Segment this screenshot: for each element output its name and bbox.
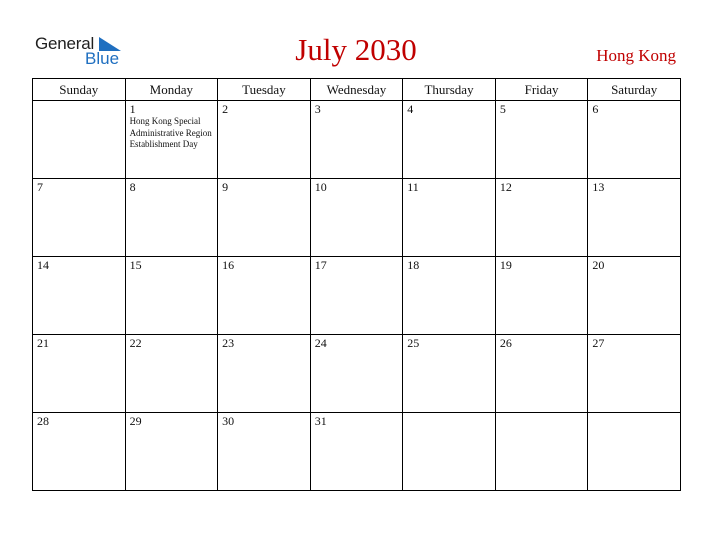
day-number: 9 (222, 180, 229, 194)
day-cell (403, 257, 496, 335)
weekday-header: Friday (495, 79, 588, 101)
day-number: 30 (222, 414, 235, 428)
day-number: 8 (129, 180, 136, 194)
day-cell (33, 413, 126, 491)
day-cell (33, 179, 126, 257)
day-cell (33, 335, 126, 413)
holiday-label: Hong Kong Special Administrative Region Establishment Day (129, 116, 212, 149)
day-number (403, 413, 495, 414)
weekday-header: Saturday (588, 79, 681, 101)
day-cell (495, 101, 588, 179)
logo-text-blue: Blue (85, 49, 120, 68)
day-cell (495, 335, 588, 413)
day-cell (403, 101, 496, 179)
week-row (33, 101, 681, 179)
day-cell (218, 257, 311, 335)
day-number: 25 (407, 336, 420, 350)
day-cell (125, 413, 218, 491)
day-number: 14 (37, 258, 49, 272)
day-cell (310, 101, 403, 179)
day-number: 15 (129, 258, 142, 272)
day-cell (403, 179, 496, 257)
day-number: 6 (592, 102, 599, 116)
day-cell (403, 335, 496, 413)
day-number: 27 (592, 336, 605, 350)
day-number: 29 (129, 414, 142, 428)
day-cell (310, 257, 403, 335)
generalblue-logo[interactable] (35, 34, 135, 70)
week-row (33, 335, 681, 413)
day-cell (495, 257, 588, 335)
day-cell (588, 257, 681, 335)
weekday-header: Sunday (33, 79, 126, 101)
week-row (33, 257, 681, 335)
day-cell (310, 413, 403, 491)
day-number: 16 (222, 258, 235, 272)
day-cell (218, 335, 311, 413)
week-row (33, 413, 681, 491)
day-number: 24 (314, 336, 327, 350)
day-number: 28 (37, 414, 49, 428)
day-number: 21 (37, 336, 49, 350)
day-number: 20 (592, 258, 605, 272)
day-cell (125, 101, 218, 179)
day-number: 31 (314, 414, 327, 428)
day-cell (33, 101, 126, 179)
logo-text-general: General (35, 34, 95, 53)
day-number: 4 (407, 102, 414, 116)
day-number: 1 (129, 102, 136, 116)
day-number: 26 (499, 336, 512, 350)
day-number: 22 (129, 336, 142, 350)
day-number: 7 (37, 180, 43, 194)
day-number: 18 (407, 258, 420, 272)
weekday-header: Tuesday (218, 79, 311, 101)
day-cell (588, 335, 681, 413)
day-number: 13 (592, 180, 605, 194)
day-cell (495, 413, 588, 491)
day-number: 17 (314, 258, 327, 272)
day-number: 5 (499, 102, 506, 116)
day-number (588, 413, 680, 414)
weekday-header: Monday (125, 79, 218, 101)
day-number: 2 (222, 102, 229, 116)
day-cell (33, 257, 126, 335)
day-number: 11 (407, 180, 419, 194)
day-number (33, 101, 125, 102)
day-number: 10 (314, 180, 327, 194)
day-cell (588, 101, 681, 179)
day-cell (125, 335, 218, 413)
weekday-header-row (33, 79, 681, 101)
weekday-header: Thursday (403, 79, 496, 101)
weekday-header: Wednesday (310, 79, 403, 101)
day-cell (588, 413, 681, 491)
day-cell (495, 179, 588, 257)
day-cell (218, 413, 311, 491)
page-title: July 2030 (295, 32, 417, 67)
day-number: 19 (499, 258, 512, 272)
day-cell (125, 257, 218, 335)
day-number (496, 413, 588, 414)
day-cell (218, 101, 311, 179)
day-cell (310, 179, 403, 257)
day-cell (218, 179, 311, 257)
day-cell (310, 335, 403, 413)
day-number: 23 (222, 336, 235, 350)
region-label: Hong Kong (596, 46, 676, 65)
day-number: 12 (499, 180, 512, 194)
day-cell (588, 179, 681, 257)
day-number: 3 (314, 102, 321, 116)
day-cell (125, 179, 218, 257)
day-cell (403, 413, 496, 491)
calendar-grid (32, 78, 681, 491)
week-row (33, 179, 681, 257)
